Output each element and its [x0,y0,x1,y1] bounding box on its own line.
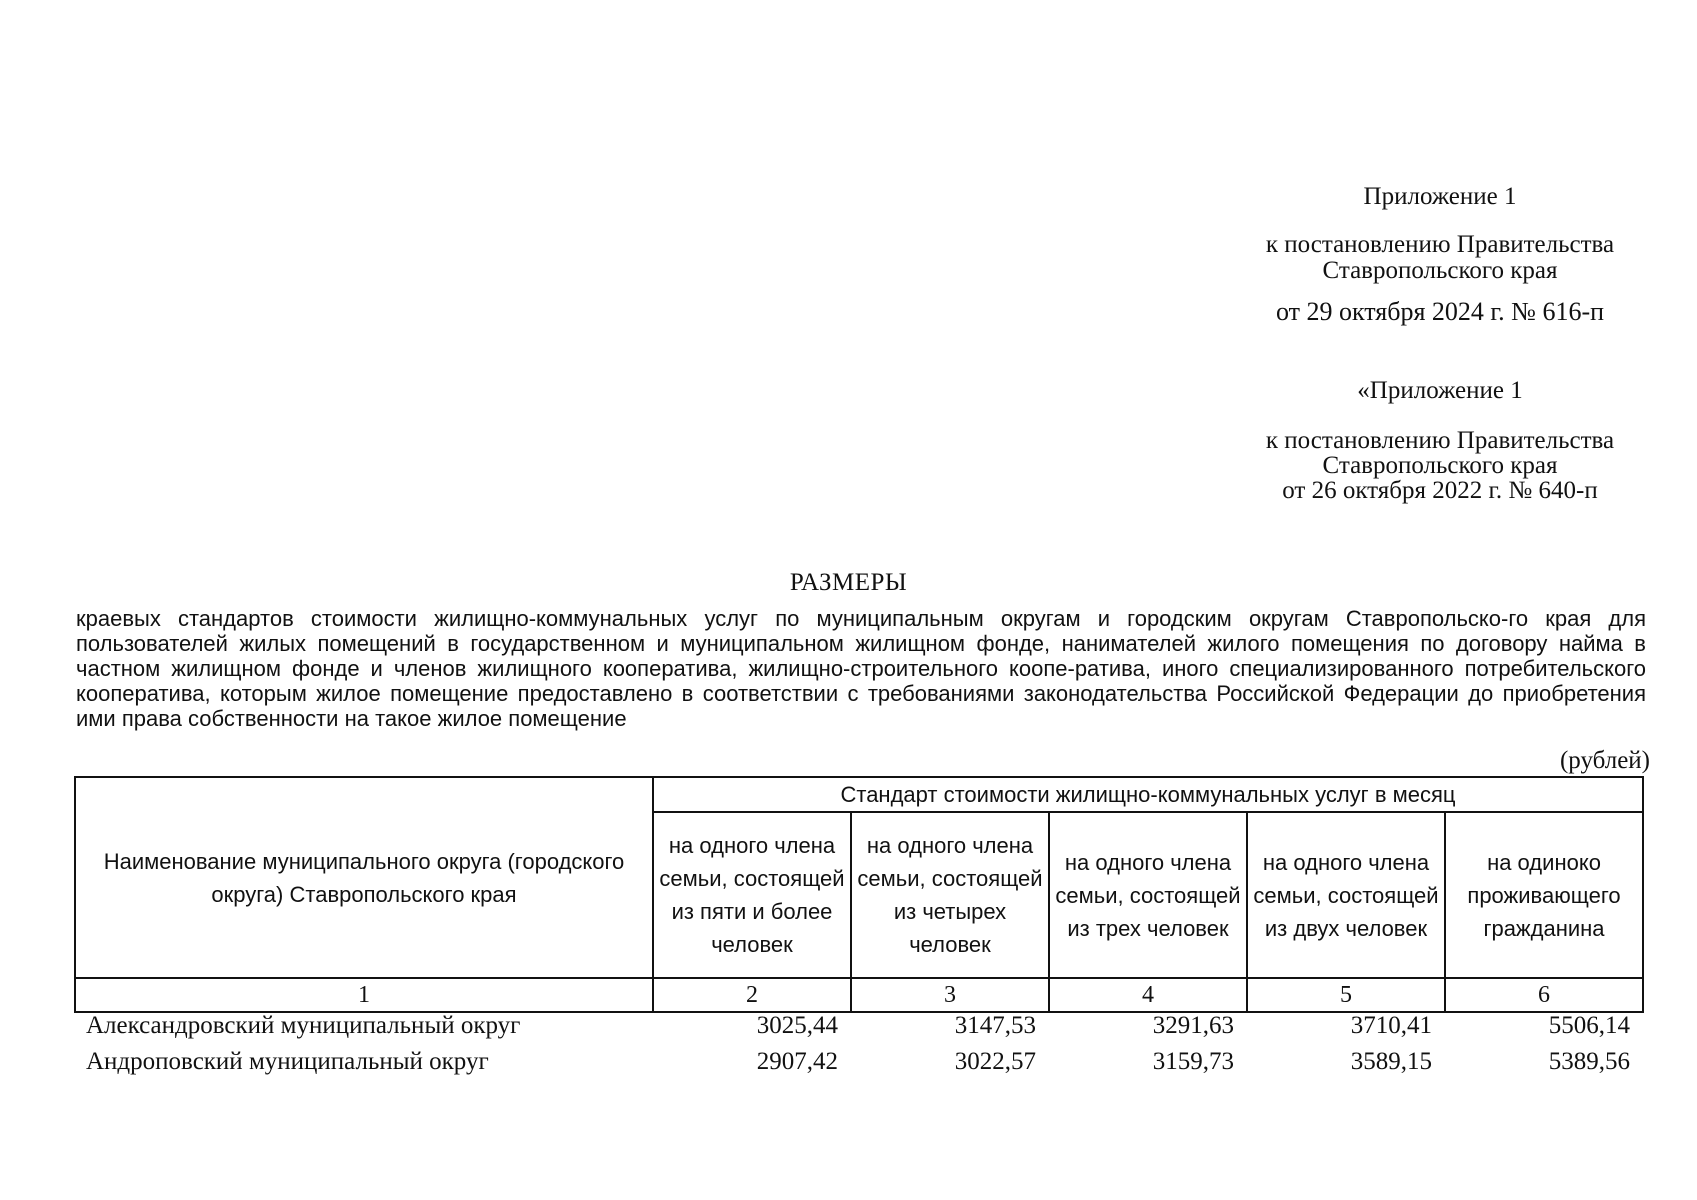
document-description: краевых стандартов стоимости жилищно-коммунальных услуг по муниципальным округам и городским округам Ставропольско-го края для пользователей жилых помещений в государственном и муниципальном жилищном фонде, нанимателей жилого помещения по договору найма в частном жилищном фонде и членов жилищного кооператива, жилищно-строительного коопе-ратива, иного специализированного потребительского кооператива, которым жилое помещение предоставлено в соответствии с требованиями законодательства Российской Федерации до приобретения ими права собственности на такое жилое помещение [76,606,1646,731]
column-number: 3 [851,978,1049,1012]
column-header-five-plus: на одного члена семьи, состоящей из пяти и более человек [653,812,851,978]
row-value: 3291,63 [1152,1012,1234,1039]
column-header-three: на одного члена семьи, состоящей из трех человек [1049,812,1247,978]
column-number: 4 [1049,978,1247,1012]
prev-appendix-title: «Приложение 1 [1357,377,1523,404]
table-row [74,1008,1642,1044]
prev-appendix-date: от 26 октября 2022 г. № 640-п [1282,477,1598,504]
row-value: 3589,15 [1350,1048,1432,1075]
prev-appendix-reference-line1: к постановлению Правительства [1265,427,1615,454]
appendix-title: Приложение 1 [1363,183,1517,210]
table-row [74,1044,1642,1080]
appendix-reference-line1: к постановлению Правительства [1265,231,1615,258]
column-header-four: на одного члена семьи, состоящей из четырех человек [851,812,1049,978]
row-value: 3147,53 [954,1012,1036,1039]
document-title: РАЗМЕРЫ [789,569,908,596]
standards-table-body [74,1008,1642,1080]
row-value: 3710,41 [1350,1012,1432,1039]
row-value: 5389,56 [1548,1048,1630,1075]
prev-appendix-reference-line2: Ставропольского края [1322,452,1558,479]
appendix-date: от 29 октября 2024 г. № 616-п [1275,297,1605,326]
row-value: 5506,14 [1548,1012,1630,1039]
prev-appendix-reference [1190,428,1690,503]
appendix-reference-line2: Ставропольского края [1322,257,1558,284]
row-value: 3159,73 [1152,1048,1234,1075]
column-number: 5 [1247,978,1445,1012]
column-number: 2 [653,978,851,1012]
row-value: 3022,57 [954,1048,1036,1075]
standards-table-header [74,776,1644,1013]
column-number: 6 [1445,978,1643,1012]
column-number: 1 [75,978,653,1012]
name-column-header: Наименование муниципального округа (городского округа) Ставропольского края [75,777,653,978]
column-header-single: на одиноко проживающего гражданина [1445,812,1643,978]
group-column-header: Стандарт стоимости жилищно-коммунальных услуг в месяц [653,777,1643,812]
row-name: Андроповский муниципальный округ [86,1048,489,1075]
row-value: 2907,42 [756,1048,838,1075]
units-label: (рублей) [1559,747,1650,774]
appendix-reference [1190,232,1690,284]
row-name: Александровский муниципальный округ [86,1012,521,1039]
row-value: 3025,44 [756,1012,838,1039]
column-header-two: на одного члена семьи, состоящей из двух человек [1247,812,1445,978]
